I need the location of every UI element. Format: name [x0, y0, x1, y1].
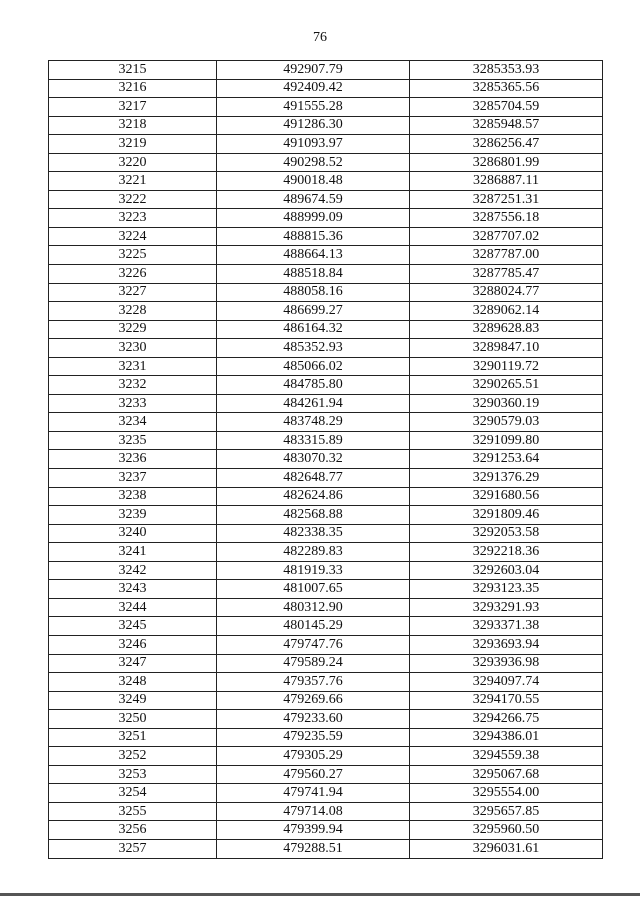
table-row [49, 728, 603, 747]
x-coordinate-cell: 480145.29 [217, 617, 410, 636]
x-coordinate-cell: 484785.80 [217, 376, 410, 395]
x-coordinate-cell: 479233.60 [217, 710, 410, 729]
x-coordinate-cell: 491555.28 [217, 98, 410, 117]
y-coordinate-cell: 3287707.02 [410, 227, 603, 246]
table-row [49, 79, 603, 98]
point-number-cell: 3249 [49, 691, 217, 710]
table-row [49, 654, 603, 673]
point-number-cell: 3223 [49, 209, 217, 228]
x-coordinate-cell: 486699.27 [217, 302, 410, 321]
x-coordinate-cell: 479741.94 [217, 784, 410, 803]
point-number-cell: 3228 [49, 302, 217, 321]
table-row [49, 209, 603, 228]
table-row [49, 710, 603, 729]
y-coordinate-cell: 3292603.04 [410, 561, 603, 580]
table-row [49, 135, 603, 154]
y-coordinate-cell: 3290265.51 [410, 376, 603, 395]
point-number-cell: 3250 [49, 710, 217, 729]
x-coordinate-cell: 490018.48 [217, 172, 410, 191]
point-number-cell: 3246 [49, 635, 217, 654]
x-coordinate-cell: 482338.35 [217, 524, 410, 543]
table-row [49, 561, 603, 580]
point-number-cell: 3253 [49, 765, 217, 784]
page-number: 76 [313, 30, 327, 45]
point-number-cell: 3234 [49, 413, 217, 432]
point-number-cell: 3237 [49, 469, 217, 488]
y-coordinate-cell: 3285948.57 [410, 116, 603, 135]
bottom-rule [0, 893, 640, 896]
x-coordinate-cell: 482289.83 [217, 543, 410, 562]
y-coordinate-cell: 3295554.00 [410, 784, 603, 803]
table-row [49, 190, 603, 209]
y-coordinate-cell: 3293936.98 [410, 654, 603, 673]
point-number-cell: 3247 [49, 654, 217, 673]
x-coordinate-cell: 481919.33 [217, 561, 410, 580]
point-number-cell: 3245 [49, 617, 217, 636]
point-number-cell: 3215 [49, 61, 217, 80]
x-coordinate-cell: 482648.77 [217, 469, 410, 488]
x-coordinate-cell: 485352.93 [217, 339, 410, 358]
table-row [49, 506, 603, 525]
table-row [49, 691, 603, 710]
table-row [49, 635, 603, 654]
x-coordinate-cell: 490298.52 [217, 153, 410, 172]
point-number-cell: 3254 [49, 784, 217, 803]
point-number-cell: 3241 [49, 543, 217, 562]
y-coordinate-cell: 3290360.19 [410, 394, 603, 413]
table-row [49, 61, 603, 80]
point-number-cell: 3232 [49, 376, 217, 395]
y-coordinate-cell: 3292218.36 [410, 543, 603, 562]
y-coordinate-cell: 3288024.77 [410, 283, 603, 302]
y-coordinate-cell: 3293693.94 [410, 635, 603, 654]
y-coordinate-cell: 3289062.14 [410, 302, 603, 321]
y-coordinate-cell: 3294097.74 [410, 673, 603, 692]
table-row [49, 487, 603, 506]
table-row [49, 580, 603, 599]
x-coordinate-cell: 491093.97 [217, 135, 410, 154]
x-coordinate-cell: 479399.94 [217, 821, 410, 840]
point-number-cell: 3229 [49, 320, 217, 339]
x-coordinate-cell: 489674.59 [217, 190, 410, 209]
x-coordinate-cell: 488999.09 [217, 209, 410, 228]
table-body [49, 61, 603, 859]
y-coordinate-cell: 3295960.50 [410, 821, 603, 840]
point-number-cell: 3242 [49, 561, 217, 580]
y-coordinate-cell: 3286256.47 [410, 135, 603, 154]
y-coordinate-cell: 3294559.38 [410, 747, 603, 766]
table-row [49, 598, 603, 617]
table-row [49, 765, 603, 784]
table-row [49, 339, 603, 358]
x-coordinate-cell: 492409.42 [217, 79, 410, 98]
point-number-cell: 3255 [49, 802, 217, 821]
point-number-cell: 3239 [49, 506, 217, 525]
table-row [49, 265, 603, 284]
table-row [49, 524, 603, 543]
x-coordinate-cell: 479357.76 [217, 673, 410, 692]
point-number-cell: 3217 [49, 98, 217, 117]
y-coordinate-cell: 3291099.80 [410, 431, 603, 450]
table-row [49, 450, 603, 469]
y-coordinate-cell: 3293291.93 [410, 598, 603, 617]
x-coordinate-cell: 483315.89 [217, 431, 410, 450]
point-number-cell: 3233 [49, 394, 217, 413]
table-row [49, 821, 603, 840]
point-number-cell: 3219 [49, 135, 217, 154]
x-coordinate-cell: 484261.94 [217, 394, 410, 413]
table-row [49, 172, 603, 191]
y-coordinate-cell: 3287556.18 [410, 209, 603, 228]
table-row [49, 98, 603, 117]
y-coordinate-cell: 3291809.46 [410, 506, 603, 525]
point-number-cell: 3227 [49, 283, 217, 302]
table-row [49, 320, 603, 339]
point-number-cell: 3257 [49, 839, 217, 858]
x-coordinate-cell: 488058.16 [217, 283, 410, 302]
point-number-cell: 3251 [49, 728, 217, 747]
x-coordinate-cell: 479589.24 [217, 654, 410, 673]
table-row [49, 394, 603, 413]
point-number-cell: 3235 [49, 431, 217, 450]
table-row [49, 431, 603, 450]
table-row [49, 673, 603, 692]
x-coordinate-cell: 479288.51 [217, 839, 410, 858]
y-coordinate-cell: 3285353.93 [410, 61, 603, 80]
x-coordinate-cell: 488664.13 [217, 246, 410, 265]
y-coordinate-cell: 3285365.56 [410, 79, 603, 98]
table-row [49, 784, 603, 803]
y-coordinate-cell: 3289628.83 [410, 320, 603, 339]
point-number-cell: 3225 [49, 246, 217, 265]
x-coordinate-cell: 480312.90 [217, 598, 410, 617]
point-number-cell: 3222 [49, 190, 217, 209]
table-row [49, 302, 603, 321]
y-coordinate-cell: 3285704.59 [410, 98, 603, 117]
point-number-cell: 3218 [49, 116, 217, 135]
x-coordinate-cell: 479269.66 [217, 691, 410, 710]
y-coordinate-cell: 3296031.61 [410, 839, 603, 858]
point-number-cell: 3216 [49, 79, 217, 98]
table-row [49, 357, 603, 376]
y-coordinate-cell: 3290119.72 [410, 357, 603, 376]
x-coordinate-cell: 479560.27 [217, 765, 410, 784]
x-coordinate-cell: 479305.29 [217, 747, 410, 766]
x-coordinate-cell: 482624.86 [217, 487, 410, 506]
table-row [49, 283, 603, 302]
x-coordinate-cell: 481007.65 [217, 580, 410, 599]
y-coordinate-cell: 3294170.55 [410, 691, 603, 710]
table-row [49, 839, 603, 858]
y-coordinate-cell: 3295067.68 [410, 765, 603, 784]
table-row [49, 227, 603, 246]
table-row [49, 413, 603, 432]
table-row [49, 246, 603, 265]
point-number-cell: 3226 [49, 265, 217, 284]
point-number-cell: 3230 [49, 339, 217, 358]
table-row [49, 469, 603, 488]
point-number-cell: 3244 [49, 598, 217, 617]
y-coordinate-cell: 3291253.64 [410, 450, 603, 469]
x-coordinate-cell: 491286.30 [217, 116, 410, 135]
y-coordinate-cell: 3287787.00 [410, 246, 603, 265]
x-coordinate-cell: 479714.08 [217, 802, 410, 821]
y-coordinate-cell: 3287251.31 [410, 190, 603, 209]
table-row [49, 116, 603, 135]
y-coordinate-cell: 3295657.85 [410, 802, 603, 821]
x-coordinate-cell: 488815.36 [217, 227, 410, 246]
table-row [49, 617, 603, 636]
y-coordinate-cell: 3286887.11 [410, 172, 603, 191]
point-number-cell: 3243 [49, 580, 217, 599]
y-coordinate-cell: 3290579.03 [410, 413, 603, 432]
y-coordinate-cell: 3294386.01 [410, 728, 603, 747]
x-coordinate-cell: 486164.32 [217, 320, 410, 339]
point-number-cell: 3240 [49, 524, 217, 543]
y-coordinate-cell: 3292053.58 [410, 524, 603, 543]
x-coordinate-cell: 483748.29 [217, 413, 410, 432]
point-number-cell: 3236 [49, 450, 217, 469]
y-coordinate-cell: 3291376.29 [410, 469, 603, 488]
y-coordinate-cell: 3294266.75 [410, 710, 603, 729]
y-coordinate-cell: 3289847.10 [410, 339, 603, 358]
point-number-cell: 3220 [49, 153, 217, 172]
point-number-cell: 3238 [49, 487, 217, 506]
table-row [49, 543, 603, 562]
point-number-cell: 3248 [49, 673, 217, 692]
point-number-cell: 3231 [49, 357, 217, 376]
x-coordinate-cell: 479747.76 [217, 635, 410, 654]
table-row [49, 153, 603, 172]
table-row [49, 376, 603, 395]
point-number-cell: 3252 [49, 747, 217, 766]
x-coordinate-cell: 482568.88 [217, 506, 410, 525]
x-coordinate-cell: 479235.59 [217, 728, 410, 747]
y-coordinate-cell: 3286801.99 [410, 153, 603, 172]
y-coordinate-cell: 3287785.47 [410, 265, 603, 284]
y-coordinate-cell: 3291680.56 [410, 487, 603, 506]
x-coordinate-cell: 492907.79 [217, 61, 410, 80]
y-coordinate-cell: 3293123.35 [410, 580, 603, 599]
table-row [49, 747, 603, 766]
x-coordinate-cell: 485066.02 [217, 357, 410, 376]
point-number-cell: 3224 [49, 227, 217, 246]
x-coordinate-cell: 483070.32 [217, 450, 410, 469]
table-row [49, 802, 603, 821]
point-number-cell: 3221 [49, 172, 217, 191]
y-coordinate-cell: 3293371.38 [410, 617, 603, 636]
coordinates-table [48, 60, 603, 859]
x-coordinate-cell: 488518.84 [217, 265, 410, 284]
point-number-cell: 3256 [49, 821, 217, 840]
